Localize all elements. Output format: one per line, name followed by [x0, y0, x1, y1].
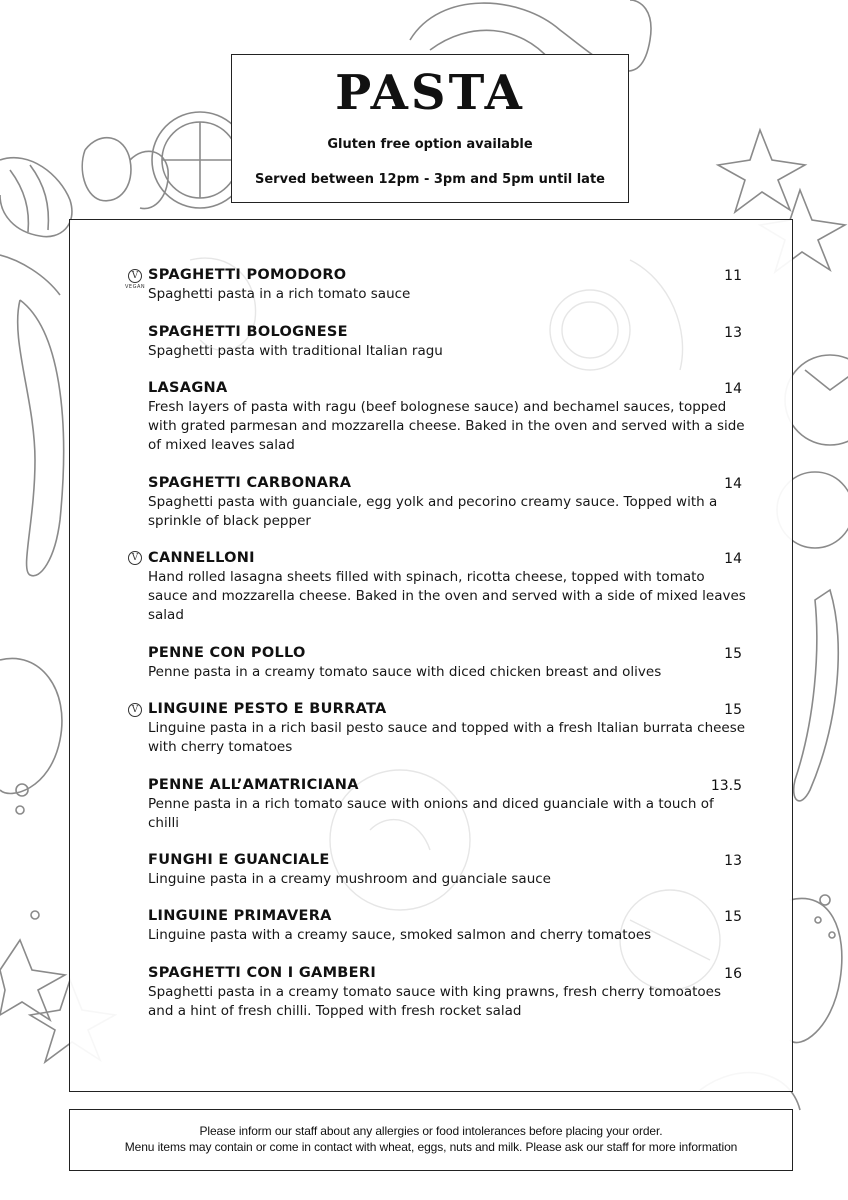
- menu-item-price: 11: [724, 268, 742, 284]
- menu-item-description: Spaghetti pasta in a creamy tomato sauce with king prawns, fresh cherry tomoatoes and a hint of fresh chilli. Topped with fresh rocket salad: [148, 984, 722, 1019]
- menu-item-name: PENNE ALL’AMATRICIANA: [148, 777, 359, 793]
- menu-item-price: 15: [724, 702, 742, 718]
- vegetarian-v-icon: V: [128, 551, 142, 565]
- menu-item-description: Spaghetti pasta with guanciale, egg yolk and pecorino creamy sauce. Topped with a sprinkle of black pepper: [148, 494, 718, 529]
- menu-item-price: 13: [724, 325, 742, 341]
- menu-item-name: SPAGHETTI POMODORO: [148, 267, 347, 283]
- vegetarian-v-icon: V: [128, 703, 142, 717]
- menu-item-name: SPAGHETTI CON I GAMBERI: [148, 965, 377, 981]
- mushroom-left-illustration: [0, 658, 62, 919]
- onion-illustration: [0, 158, 72, 237]
- menu-item-name: SPAGHETTI CARBONARA: [148, 475, 352, 491]
- menu-item-name: SPAGHETTI BOLOGNESE: [148, 324, 348, 340]
- menu-item-description: Linguine pasta in a rich basil pesto sauce and topped with a fresh Italian burrata cheese with cherry tomatoes: [148, 720, 746, 755]
- menu-item: [148, 907, 748, 945]
- menu-item: [148, 266, 748, 304]
- menu-item-price: 13: [724, 853, 742, 869]
- garlic-illustration: [82, 138, 168, 209]
- menu-item-description: Penne pasta in a creamy tomato sauce with diced chicken breast and olives: [148, 664, 662, 680]
- menu-item-description: Spaghetti pasta in a rich tomato sauce: [148, 286, 411, 302]
- menu-item: [148, 379, 748, 455]
- gluten-free-note: Gluten free option available: [327, 137, 533, 152]
- menu-item-name: FUNGHI E GUANCIALE: [148, 852, 330, 868]
- menu-item-price: 14: [724, 381, 742, 397]
- menu-item-price: 14: [724, 551, 742, 567]
- menu-item-description: Linguine pasta with a creamy sauce, smoked salmon and cherry tomatoes: [148, 927, 652, 943]
- page-title: PASTA: [335, 65, 525, 121]
- allergy-notice: [69, 1109, 793, 1171]
- menu-item-price: 14: [724, 476, 742, 492]
- menu-item-price: 13.5: [710, 778, 742, 794]
- menu-item-price: 15: [724, 909, 742, 925]
- chili-left-illustration: [0, 255, 64, 576]
- menu-item: [148, 776, 748, 833]
- menu-item-description: Hand rolled lasagna sheets filled with spinach, ricotta cheese, topped with tomato sauce and mozzarella cheese. Baked in the oven and served with a side of mixed leaves salad: [148, 569, 746, 623]
- allergy-notice-line-2: Menu items may contain or come in contact with wheat, eggs, nuts and milk. Please ask our staff for more information: [124, 1140, 738, 1154]
- menu-item: [148, 644, 748, 682]
- menu-item: [148, 851, 748, 889]
- menu-item: [148, 549, 748, 625]
- menu-item-name: CANNELLONI: [148, 550, 255, 566]
- allergy-notice-line-1: Please inform our staff about any allergies or food intolerances before placing your order.: [199, 1124, 663, 1138]
- menu-item-price: 15: [724, 646, 742, 662]
- zucchini-right-illustration: [794, 590, 839, 801]
- vegetarian-v-icon: V: [128, 269, 142, 283]
- serving-hours: Served between 12pm - 3pm and 5pm until late: [255, 172, 605, 187]
- menu-item-description: Penne pasta in a rich tomato sauce with onions and diced guanciale with a touch of chilli: [148, 796, 714, 831]
- menu-item: [148, 700, 748, 757]
- menu-item: [148, 474, 748, 531]
- vegan-caption: VEGAN: [125, 284, 146, 290]
- menu-item-description: Fresh layers of pasta with ragu (beef bolognese sauce) and bechamel sauces, topped with grated parmesan and mozzarella cheese. Baked in the oven and served with a side of mixed leaves salad: [148, 399, 745, 453]
- menu-item: [148, 964, 748, 1021]
- menu-card: [69, 219, 793, 1092]
- menu-item-name: LINGUINE PRIMAVERA: [148, 908, 332, 924]
- menu-item-description: Linguine pasta in a creamy mushroom and guanciale sauce: [148, 871, 551, 887]
- menu-item-name: LINGUINE PESTO E BURRATA: [148, 701, 387, 717]
- menu-item-description: Spaghetti pasta with traditional Italian ragu: [148, 343, 443, 359]
- menu-item-name: PENNE CON POLLO: [148, 645, 306, 661]
- menu-item: [148, 323, 748, 361]
- menu-item-price: 16: [724, 966, 742, 982]
- menu-item-name: LASAGNA: [148, 380, 228, 396]
- header-card: [231, 54, 629, 203]
